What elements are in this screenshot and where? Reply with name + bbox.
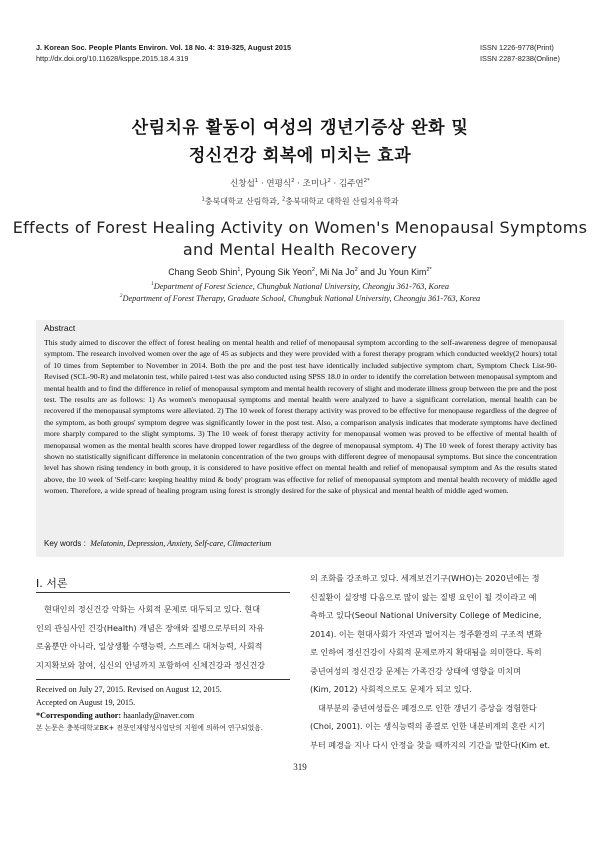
author-ko-4: 김주연 — [338, 179, 364, 189]
abstract-heading: Abstract — [44, 323, 76, 333]
journal-citation: J. Korean Soc. People Plants Environ. Vol. 18 No. 4: 319-325, August 2015 — [36, 43, 292, 52]
author-en-1-sup: 1 — [237, 267, 241, 274]
title-english-line-1: Effects of Forest Healing Activity on Women's Menopausal Symptoms — [12, 218, 588, 237]
author-en-4: Ju Youn Kim — [377, 267, 427, 277]
right-line: 중년여성의 정신건강 문제는 가족건강 상태에 영향을 미치며 — [310, 665, 521, 676]
title-korean-line-1: 산림치유 활동이 여성의 갱년기증상 완화 및 — [131, 118, 469, 138]
right-line: 측하고 있다(Seoul National University College of Medicine, — [310, 610, 542, 620]
keywords-values: Melatonin, Depression, Anxiety, Self-care, Climacterium — [90, 539, 272, 548]
author-en-3: Mi Na Jo — [319, 267, 355, 277]
author-en-2: Pyoung Sik Yeon — [245, 267, 312, 277]
issn-online: ISSN 2287-8238(Online) — [480, 54, 560, 63]
author-ko-3: 조미나 — [302, 179, 328, 189]
left-line: 지지확보와 참여, 심신의 안녕까지 포함하여 신체건강과 정신건강 — [36, 659, 266, 670]
right-line: 의 조화를 강조하고 있다. 세계보건기구(WHO)는 2020년에는 정 — [310, 573, 540, 583]
authors-korean — [0, 177, 600, 189]
affil-en-2-text: Department of Forest Therapy, Graduate School, Chungbuk National University, Cheongju 361-763, Korea — [122, 294, 481, 303]
authors-english — [0, 267, 600, 277]
author-ko-3-sup: 2 — [327, 178, 331, 185]
author-en-separator: , — [240, 267, 246, 277]
author-en-4-sup: 2* — [426, 267, 432, 274]
affil-ko-2-sup: 2 — [281, 196, 286, 203]
page-number: 319 — [293, 762, 307, 772]
affil-ko-1: 충북대학교 산림학과, — [204, 197, 280, 206]
right-line: 신질환이 실장병 다음으로 많이 앓는 질병 요인이 될 것이라고 예 — [310, 591, 537, 602]
affil-ko-2: 충북대학교 대학원 산림치유학과 — [285, 197, 399, 206]
author-ko-4-sup: 2* — [363, 178, 370, 185]
right-line: 로 인하여 정신건강이 사회적 문제로까지 확대됨을 의미한다. 특히 — [310, 647, 542, 657]
abstract-text: This study aimed to discover the effect of forest healing on mental health and relief of menopausal symptom according to the self-awareness degree of menopausal symptom. The research involved women over the age of 45 as subjects and they were provided with a forest therapy program which conducted weekly(2 hours) total of 10 times from September to November in 2014. Both the pre and the post test have identically included subjective symptom chart, Symptom Check List-90-Revised (SCL-90-R) and melatonin test, while paired t-test was also conducted using SPSS 18.0 in order to identify the correlation between menopausal symptom and mental health and to find the difference in relief of menopausal symptom and mental health recovery of slight and moderate illness group between the pre and the post test. The results are as follows: 1) As women's menopausal symptoms and mental health were analyzed to have a significant correlation, mental health can be recovered if the menopausal symptoms were alleviated. 2) The 10 week of forest therapy activity was proved to be effective for menopause regardless of the degree of the symptom, as both groups' symptom degree was significantly lower in the post test. Also, a comparison analysis indicates that moderate symptoms have declined more sharply compared to the slight symptoms. 3) The 10 week of forest therapy activity for menopausal women was proved to be effective of mental health of menopausal women as the mental health scores have dropped lower regardless of the degree of menopausal symptom. 4) The 10 week of forest therapy activity has shown no statistically significant difference in melatonin concentration of the two groups with different degree of menopausal symptoms. But since the concentration level has shown rising tendency in both group, it is considered to have positive effect on mental health and relief of menopausal symptom and As the results stated above, the 10 week of 'Self-care: keeping healthy mind & body' program was effective for relief of menopausal symptom and mental health recovery of middle aged women. Therefore, a wide spread of healing program using forest is strongly desired for the sake of physical and mental health of middle aged women. — [44, 338, 557, 496]
right-line: (Choi, 2001). 이는 생식능력의 종결로 인한 내분비계의 혼란 시기 — [310, 721, 545, 731]
affil-en-1-text: Department of Forest Science, Chungbuk National University, Cheongju 361-763, Korea — [153, 282, 449, 291]
author-separator: · — [333, 179, 337, 189]
affil-ko-1-sup: 1 — [201, 196, 205, 203]
keywords — [44, 539, 271, 548]
funding-note: 본 논문은 충북대학교BK+ 전문인재양성사업단의 지원에 의하여 연구되었음. — [36, 724, 263, 732]
author-ko-2-sup: 2 — [291, 178, 295, 185]
right-line: 부터 폐경을 지나 다시 안정을 찾을 때까지의 기간을 말한다(Kim et. — [310, 739, 551, 750]
author-en-1: Chang Seob Shin — [168, 267, 238, 277]
received-note: Received on July 27, 2015. Revised on August 12, 2015. — [36, 685, 222, 694]
right-line: 2014). 이는 현대사회가 자연과 멀어지는 정주환경의 구조적 변화 — [310, 628, 542, 639]
section-title: Ⅰ. 서론 — [36, 577, 68, 590]
author-ko-1-sup: 1 — [254, 178, 259, 185]
corresponding-email[interactable]: haanlady@naver.com — [123, 711, 195, 720]
keywords-label: Key words : — [44, 539, 86, 548]
author-en-and: and — [357, 267, 378, 277]
doi-link[interactable]: http://dx.doi.org/10.11628/ksppe.2015.18.4.319 — [36, 54, 189, 63]
author-ko-2: 연평식 — [266, 179, 292, 189]
author-en-3-sup: 2 — [354, 267, 358, 274]
corresponding-label: *Corresponding author: — [36, 711, 122, 720]
affil-en-2-sup: 2 — [119, 293, 123, 300]
affiliations-korean — [0, 196, 600, 207]
left-column-body — [36, 600, 290, 674]
left-line: 현대인의 정신건강 악화는 사회적 문제로 대두되고 있다. 현대 — [44, 604, 261, 614]
author-en-2-sup: 2 — [311, 267, 316, 274]
title-korean-line-2: 정신건강 회복에 미치는 효과 — [188, 146, 412, 166]
right-column-body — [310, 569, 564, 754]
affiliation-english-2 — [0, 294, 600, 303]
issn-print: ISSN 1226-9778(Print) — [480, 43, 554, 52]
affiliation-english-1 — [0, 282, 600, 291]
left-line: 인의 관심사인 건강(Health) 개념은 장애와 질병으로부터의 자유 — [36, 622, 265, 633]
title-english-line-2: and Mental Health Recovery — [182, 240, 418, 259]
author-separator: · — [297, 179, 300, 189]
corresponding-author — [36, 710, 194, 722]
accepted-note: Accepted on August 19, 2015. — [36, 698, 136, 707]
right-line: 대부분의 중년여성들은 폐경으로 인한 갱년기 증상을 경험한다 — [318, 702, 537, 713]
affil-en-1-sup: 1 — [151, 281, 154, 288]
footnote-rule — [36, 679, 290, 680]
author-ko-1: 신창섭 — [230, 179, 255, 189]
right-line: (Kim, 2012) 사회적으로도 문제가 되고 있다. — [310, 684, 473, 694]
left-line: 로움뿐만 아니라, 일상생활 수행능력, 스트레스 대처능력, 사회적 — [36, 641, 263, 651]
author-separator: · — [261, 179, 264, 189]
author-en-separator: , — [315, 267, 320, 277]
section-rule — [36, 592, 290, 593]
